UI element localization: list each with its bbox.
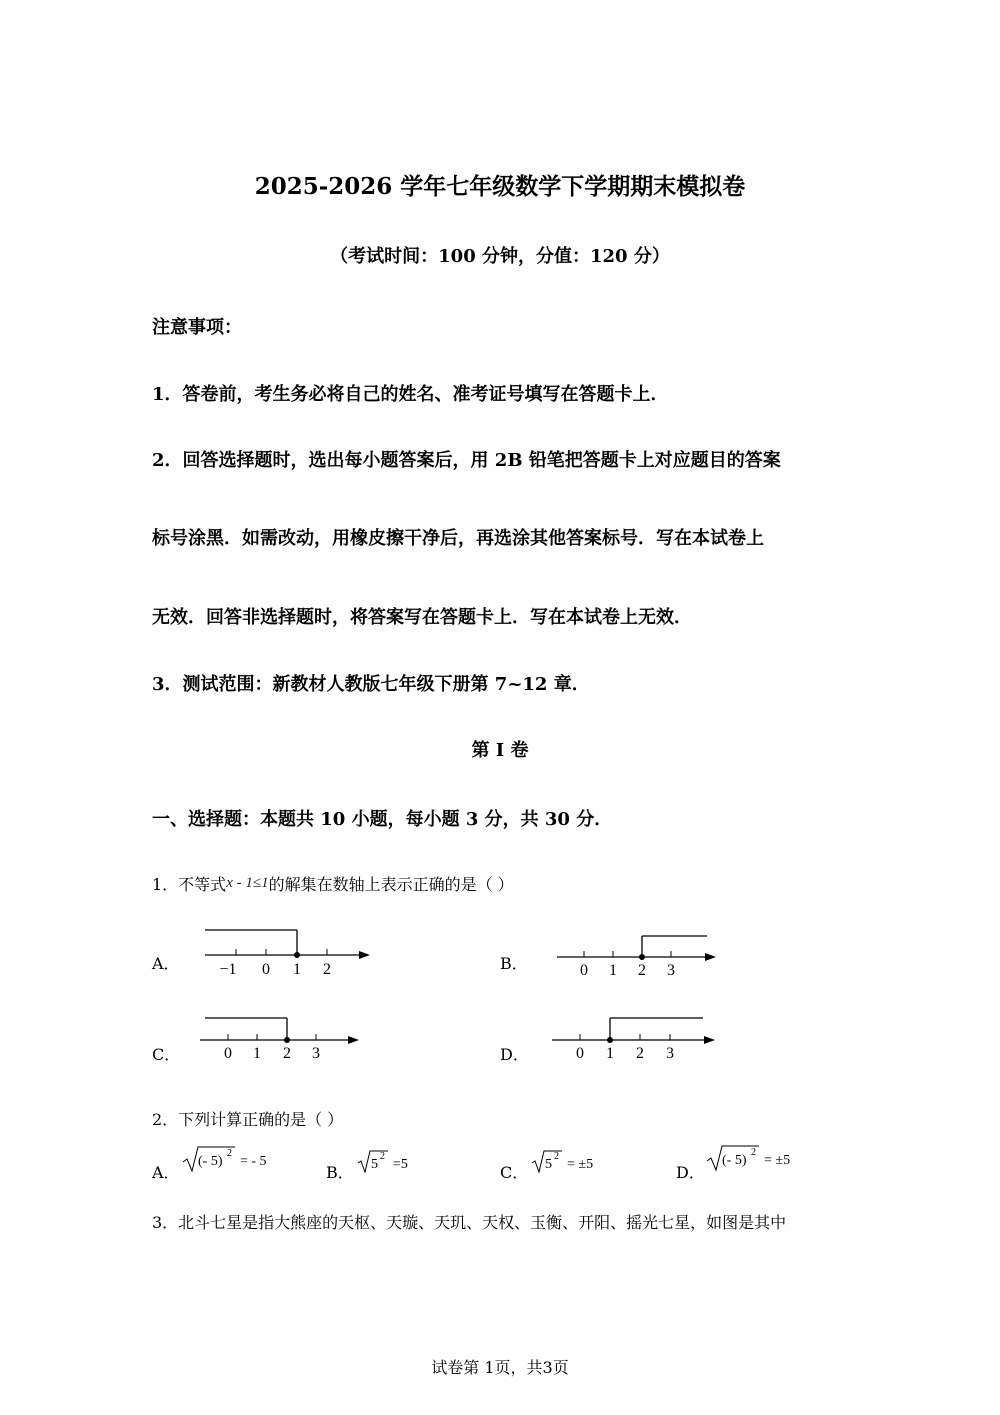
exam-info: （考试时间：100 分钟，分值：120 分） [330,246,670,267]
tick-label: 2 [638,962,646,979]
question-3: 3．北斗七星是指大熊座的天枢、天璇、天玑、天权、玉衡、开阳、摇光七星，如图是其中 [152,1213,787,1232]
section-1-heading: 一、选择题：本题共 10 小题，每小题 3 分，共 30 分． [152,809,613,830]
notice-item-2-line-3: 无效．回答非选择题时，将答案写在答题卡上．写在本试卷上无效． [152,607,692,628]
q2-option-d-label: D． [676,1163,705,1182]
svg-text:(- 5): (- 5) [722,1153,747,1168]
svg-text:2: 2 [227,1148,232,1159]
section-juan-1: 第 I 卷 [471,740,529,761]
tick-label: 0 [580,962,588,979]
svg-text:= ±5: = ±5 [764,1153,791,1168]
q1-option-b-label: B． [500,954,528,973]
question-2: 2．下列计算正确的是（ ） [152,1110,344,1129]
page-title: 2025-2026 学年七年级数学下学期期末模拟卷 [254,173,746,200]
tick-label: 3 [312,1045,320,1062]
q1-option-d-label: D． [500,1045,529,1064]
q2-option-a-label: A． [152,1163,180,1182]
tick-label: 2 [323,961,331,978]
question-1-inequality: x - 1≤1 [226,875,269,891]
q1-option-d-number-line [540,1010,730,1065]
notice-heading: 注意事项： [152,317,242,338]
svg-text:2: 2 [380,1151,385,1162]
tick-label: 1 [293,961,301,978]
notice-item-2-line-1: 2．回答选择题时，选出每小题答案后，用 2B 铅笔把答题卡上对应题目的答案 [152,450,781,471]
q1-option-a-number-line [190,920,390,980]
svg-text:5: 5 [371,1157,378,1172]
notice-item-3: 3．测试范围：新教材人教版七年级下册第 7~12 章． [152,674,590,695]
tick-label: 3 [666,1045,674,1062]
q2-option-b-label: B． [326,1163,354,1182]
q1-option-a-label: A． [152,954,180,973]
svg-text:2: 2 [554,1151,559,1162]
question-1 [152,872,514,895]
q1-option-b-number-line [545,925,730,980]
q1-option-c-number-line [190,1010,375,1065]
tick-label: 0 [262,961,270,978]
q2-option-d-expression [704,1142,814,1174]
tick-label: 2 [283,1045,291,1062]
tick-label: −1 [219,961,237,978]
svg-text:(- 5): (- 5) [198,1154,223,1169]
tick-label: 1 [609,962,617,979]
q2-option-a-expression [180,1143,290,1175]
tick-label: 1 [253,1045,261,1062]
question-1-prefix: 1．不等式 [152,875,227,894]
svg-text:5: 5 [545,1157,552,1172]
q1-option-c-label: C． [152,1045,181,1064]
q2-option-c-expression [529,1148,619,1176]
tick-label: 1 [606,1045,614,1062]
q2-option-c-label: C． [500,1163,529,1182]
tick-label: 0 [224,1045,232,1062]
tick-label: 0 [576,1045,584,1062]
svg-text:= - 5: = - 5 [240,1154,267,1169]
svg-text:= ±5: = ±5 [567,1157,594,1172]
q2-option-b-expression [355,1148,435,1176]
page-footer: 试卷第 1页，共3页 [431,1358,569,1377]
notice-item-2-line-2: 标号涂黑．如需改动，用橡皮擦干净后，再选涂其他答案标号．写在本试卷上 [152,528,764,549]
tick-label: 2 [636,1045,644,1062]
svg-text:2: 2 [751,1147,756,1158]
tick-label: 3 [667,962,675,979]
svg-text:=5: =5 [393,1157,408,1172]
notice-item-1: 1．答卷前，考生务必将自己的姓名、准考证号填写在答题卡上． [152,384,669,405]
question-1-suffix: 的解集在数轴上表示正确的是（ ） [268,875,514,894]
